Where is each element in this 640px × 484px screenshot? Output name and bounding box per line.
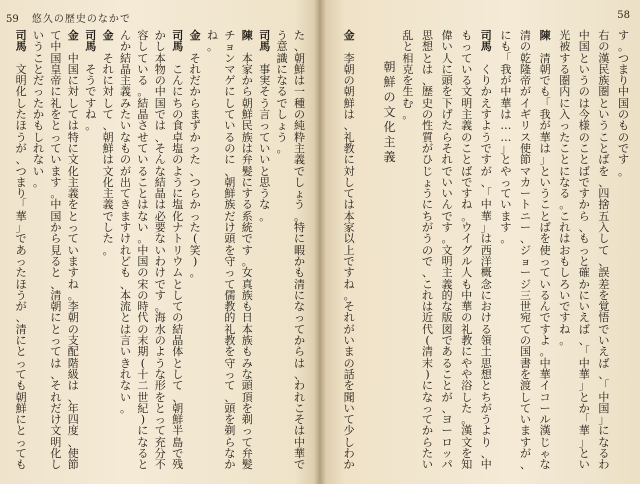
right-page-number: 58 (617, 10, 630, 21)
column-text: 容 し て い る 。 結 晶 さ せ て い る こ と は な い 。 中 国 の 宋 の 時 代 の 末 期 ( 十 二 世 紀 ) に な る と (137, 29, 149, 472)
left-text-column (258, 30, 271, 222)
left-text-column (119, 30, 132, 414)
column-text: い う こ と だ っ た か も し れ な い 。 (33, 29, 44, 189)
left-text-column (154, 30, 167, 471)
speaker-name: 司 馬 (172, 29, 184, 54)
speaker-name: 陳 (241, 29, 253, 42)
left-text-column (32, 30, 45, 188)
left-text-column (241, 30, 254, 471)
right-text-column (558, 30, 571, 346)
right-text-column (421, 30, 434, 471)
right-page (320, 0, 640, 484)
column-text: そ う で す ね 。 (85, 62, 97, 133)
speaker-name: 司 馬 (259, 29, 271, 54)
right-text-column (539, 30, 552, 471)
right-page-header (617, 10, 630, 21)
column-text: チ ョ ン マ ゲ に し て い る の に 、 朝 鮮 族 だ け 頭 を 守 っ て 儒 教 的 礼 教 を 守 っ て 、 頭 を 剃 ら な か (224, 29, 236, 472)
column-text: に も 「 我 が 中 華 は … … 」 と や っ て い ま す 。 (500, 29, 512, 246)
left-text-column (136, 30, 149, 471)
column-text: 乱 と 相 克 を 生 む 。 (402, 29, 414, 122)
left-text-column (189, 30, 202, 279)
column-text: そ れ に 対 し て 、 朝 鮮 は 文 化 主 義 で し た 。 (102, 51, 114, 257)
right-text-column (480, 30, 493, 471)
left-text-column (84, 30, 97, 132)
running-header: 悠久の歴史のなかで (31, 14, 131, 25)
left-text-column (67, 30, 80, 471)
right-text-column (578, 30, 591, 471)
speaker-name: 金 (189, 29, 201, 42)
column-text: 清 朝 で も 「 我 が 華 は 」 と い う こ と ば を 使 っ て い る ん で す よ 。 中 華 イ コ ー ル 漢 じ ゃ な (539, 51, 551, 472)
left-text-column (293, 30, 306, 471)
column-text: 事 実 そ う 言 っ て い い と 思 う な 。 (259, 62, 271, 223)
section-heading-text: 朝 鮮 の 文 化 主 義 (383, 60, 396, 164)
left-text-column (276, 30, 289, 154)
column-text: も っ て い る 文 明 主 義 の こ と ば で す ね 。 ウ イ グ ル 人 も 中 華 の 礼 教 に や や 浴 し た 。 漢 文 を 知 (461, 29, 473, 472)
right-text-column (519, 30, 532, 471)
column-text: 清 の 乾 隆 帝 が イ ギ リ ス 使 節 マ カ ー ト ニ ー 、 ジ ョ ー ジ 三 世 宛 て の 国 書 を 渡 し て い ま す が 、 (520, 29, 531, 472)
left-page-number: 59 (6, 14, 19, 25)
column-text: ね 。 (207, 29, 218, 54)
left-text-column (223, 30, 236, 471)
speaker-name: 金 (67, 29, 79, 42)
column-text: こ ん に ち の 食 卓 塩 の よ う に 塩 化 ナ ト リ ウ ム と し て の 結 晶 体 と し て 、 朝 鮮 半 島 で 残 (172, 62, 184, 472)
column-text: 中 国 と い う の は 今 様 の こ と ば で す か ら 、 も っ と 確 か に い え ば 、 「 中 華 」 と か 「 華 」 と い (578, 29, 590, 472)
right-text-column (441, 30, 454, 471)
column-text: 右 の 漢 民 族 圏 と い う こ と ば を 、 四 捨 五 入 し て 、 誤 差 を 覚 悟 で い え ば 、 「 中 国 」 に な る わ (598, 29, 610, 472)
section-heading (383, 60, 396, 165)
left-text-column (102, 30, 115, 256)
column-text: す 。 つ ま り 中 国 の も の で す 。 (618, 29, 629, 178)
column-text: 本 家 か ら 朝 鮮 民 族 は 弁 髪 に す る 系 統 で す 。 女 真 族 も 日 本 族 も み な 頭 頂 を 剃 っ て 弁 髪 (241, 51, 253, 472)
speaker-name: 陳 (539, 29, 551, 42)
left-text-column (15, 30, 28, 471)
left-text-column (49, 30, 62, 471)
left-text-column (171, 30, 184, 471)
left-text-column (206, 30, 219, 53)
speaker-name: 司 馬 (85, 29, 97, 54)
column-text: ん か 結 晶 主 義 み た い な も の が 出 て き ま す け れ ど も 、 本 流 と は 言 い き れ な い 。 (120, 29, 131, 415)
column-text: 中 国 に 対 し て は 特 に 文 化 主 義 を と っ て い ま す ね 。 李 朝 の 支 配 階 級 は 、 年 四 度 、 使 節 (67, 51, 79, 472)
column-text: 李 朝 の 朝 鮮 は 、 礼 教 に 対 し て は 本 家 以 上 で す ね 。 そ れ が い ま の 話 を 聞 い て 少 し わ か (343, 51, 355, 472)
column-text: て 中 国 皇 帝 に 礼 を と っ て い ま す 。 中 国 か ら 見 る と 、 清 朝 に と っ て は 、 そ れ だ け 文 明 化 し (50, 29, 62, 472)
column-text: 光 被 す る 圏 内 に 入 っ た こ と に な る 。 こ れ は お も し ろ い で す ね 。 (559, 29, 571, 348)
speaker-name: 司 馬 (480, 29, 492, 54)
right-text-column (460, 30, 473, 471)
column-text: く り か え す よ う で す が 、 「 中 華 」 は 西 洋 概 念 に お け る 領 土 思 想 と ち が う よ り 、 中 (480, 62, 492, 472)
column-text: そ れ だ か ら ま ず か っ た 、 つ ら か っ た ( 笑 ) 。 (189, 51, 201, 280)
column-text: か し 本 物 の 中 国 で は 、 そ ん な 結 晶 は 必 要 な い わ け で す 。 海 水 の よ う な 形 を と っ て 充 分 不 (154, 29, 166, 472)
right-text-column (617, 30, 630, 177)
speaker-name: 司 馬 (15, 29, 27, 54)
speaker-name: 金 (343, 29, 355, 42)
left-page-header (6, 10, 131, 25)
column-text: た 、 朝 鮮 は 一 種 の 純 粋 主 義 で し ょ う 。 特 に 暇 か も 清 に な っ て か ら は 、 わ れ こ そ は 中 華 で (294, 29, 305, 472)
column-text: 思 想 と は 、 歴 史 の 性 質 が ひ じ ょ う に ち が う の で 、 こ れ は 近 代 ( 清 末 ) に な っ て か ら た い (422, 29, 433, 472)
column-text: 文 明 化 し た ほ う が 、 つ ま り 「 華 」 で あ っ た ほ う が 、 清 に と っ て も 朝 鮮 に と っ て も (15, 62, 27, 472)
speaker-name: 金 (102, 29, 114, 42)
right-text-column (401, 30, 414, 120)
right-text-column (499, 30, 512, 245)
column-text: う 意 識 に な る で し ょ う 。 (276, 29, 288, 155)
right-text-column (597, 30, 610, 471)
right-text-column (343, 30, 356, 471)
column-text: 偉 い 人 に 頭 を 下 げ た ら そ れ で い い ん で す 。 文 明 主 義 的 な 版 図 で あ る こ と が 、 ヨ ー ロ ッ パ (441, 29, 453, 472)
